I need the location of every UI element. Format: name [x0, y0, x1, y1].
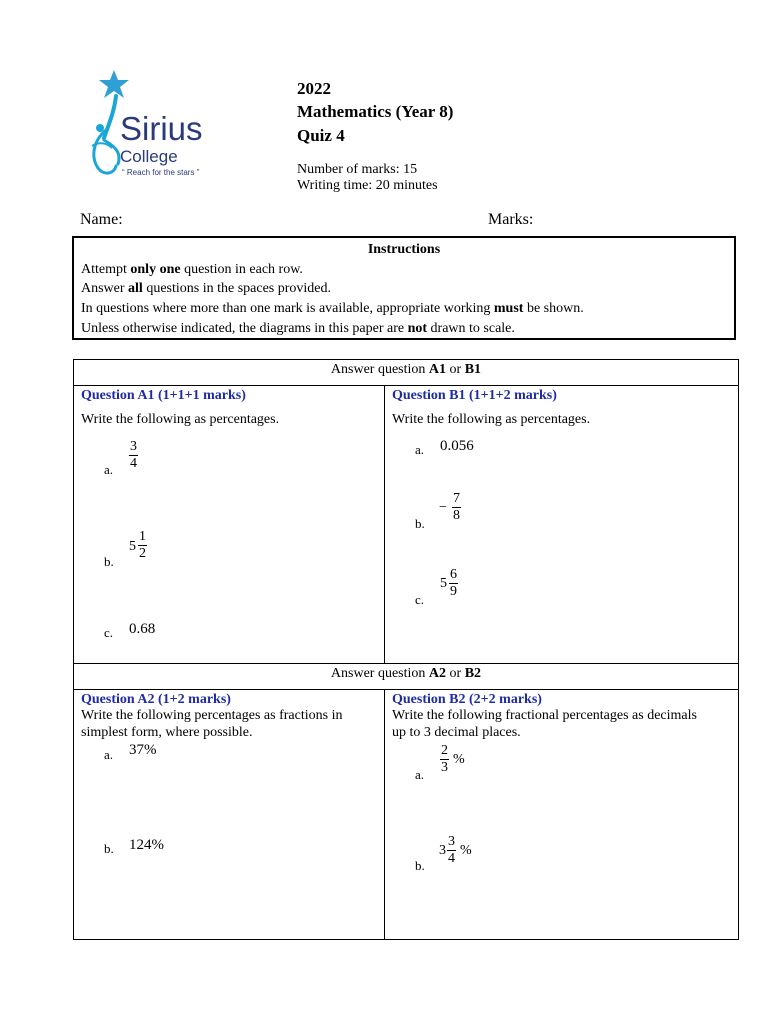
part-label: a.: [415, 767, 425, 782]
question-a1-prompt: Write the following as percentages.: [81, 412, 280, 427]
value: 0.056: [440, 438, 474, 454]
row2-header: Answer question A2 or B2: [330, 666, 482, 681]
value: 124%: [129, 837, 164, 853]
name-label: Name:: [80, 211, 123, 228]
fraction: $\frac{2}{3}$: [441, 743, 448, 775]
question-a2-title: Question A2 (1+2 marks): [81, 692, 231, 707]
percent-sign: %: [453, 752, 465, 767]
college-logo: [84, 68, 234, 186]
exam-year: 2022: [297, 79, 331, 98]
instruction-line: Answer all questions in the spaces provided.: [81, 281, 332, 296]
fraction: $\frac{1}{2}$: [139, 529, 146, 561]
part-label: a.: [104, 462, 114, 477]
marks-label: Marks:: [488, 211, 534, 228]
part-label: a.: [415, 442, 425, 457]
minus-sign: −: [439, 500, 447, 515]
logo-tagline: “ Reach for the stars ”: [122, 168, 200, 177]
fraction: $\frac{6}{9}$: [450, 567, 457, 599]
instructions-title: Instructions: [367, 242, 441, 257]
fraction: $\frac{3}{4}$: [130, 439, 137, 471]
value: 0.68: [129, 621, 156, 637]
question-table: [73, 359, 739, 940]
time-info: Writing time: 20 minutes: [297, 178, 438, 193]
question-b2-prompt-line2: up to 3 decimal places.: [392, 725, 521, 740]
table-divider: [74, 689, 738, 690]
mixed-whole: 3: [439, 843, 446, 858]
logo-name: Sirius: [120, 110, 203, 147]
column-divider: [384, 689, 385, 940]
percent-sign: %: [460, 843, 472, 858]
instructions-box: [72, 236, 736, 340]
table-divider: [74, 663, 738, 664]
part-label: b.: [104, 554, 114, 569]
mixed-whole: 5: [440, 576, 447, 591]
question-a1-title: Question A1 (1+1+1 marks): [81, 388, 246, 403]
exam-quiz: Quiz 4: [297, 126, 345, 145]
question-b1-prompt: Write the following as percentages.: [392, 412, 591, 427]
question-a2-prompt-line1: Write the following percentages as fractions in: [81, 708, 343, 723]
mixed-whole: 5: [129, 539, 136, 554]
question-b2-prompt-line1: Write the following fractional percentages as decimals: [392, 708, 697, 723]
question-b1-title: Question B1 (1+1+2 marks): [392, 388, 557, 403]
instruction-line: In questions where more than one mark is available, appropriate working must be shown.: [81, 301, 584, 316]
logo-subname: College: [120, 147, 178, 166]
part-label: a.: [104, 747, 114, 762]
fraction: $\frac{3}{4}$: [448, 834, 455, 866]
part-label: c.: [415, 592, 425, 607]
part-label: b.: [104, 841, 114, 856]
question-b2-title: Question B2 (2+2 marks): [392, 692, 542, 707]
column-divider: [384, 385, 385, 663]
table-divider: [74, 385, 738, 386]
value: 37%: [129, 742, 157, 758]
part-label: c.: [104, 625, 114, 640]
row1-header: Answer question A1 or B1: [330, 362, 482, 377]
instruction-line: Unless otherwise indicated, the diagrams in this paper are not drawn to scale.: [81, 321, 515, 336]
exam-subject: Mathematics (Year 8): [297, 102, 454, 121]
marks-info: Number of marks: 15: [297, 162, 418, 177]
question-a2-prompt-line2: simplest form, where possible.: [81, 725, 253, 740]
part-label: b.: [415, 858, 425, 873]
instruction-line: Attempt only one question in each row.: [81, 262, 303, 277]
part-label: b.: [415, 516, 425, 531]
fraction: $\frac{7}{8}$: [453, 491, 460, 523]
